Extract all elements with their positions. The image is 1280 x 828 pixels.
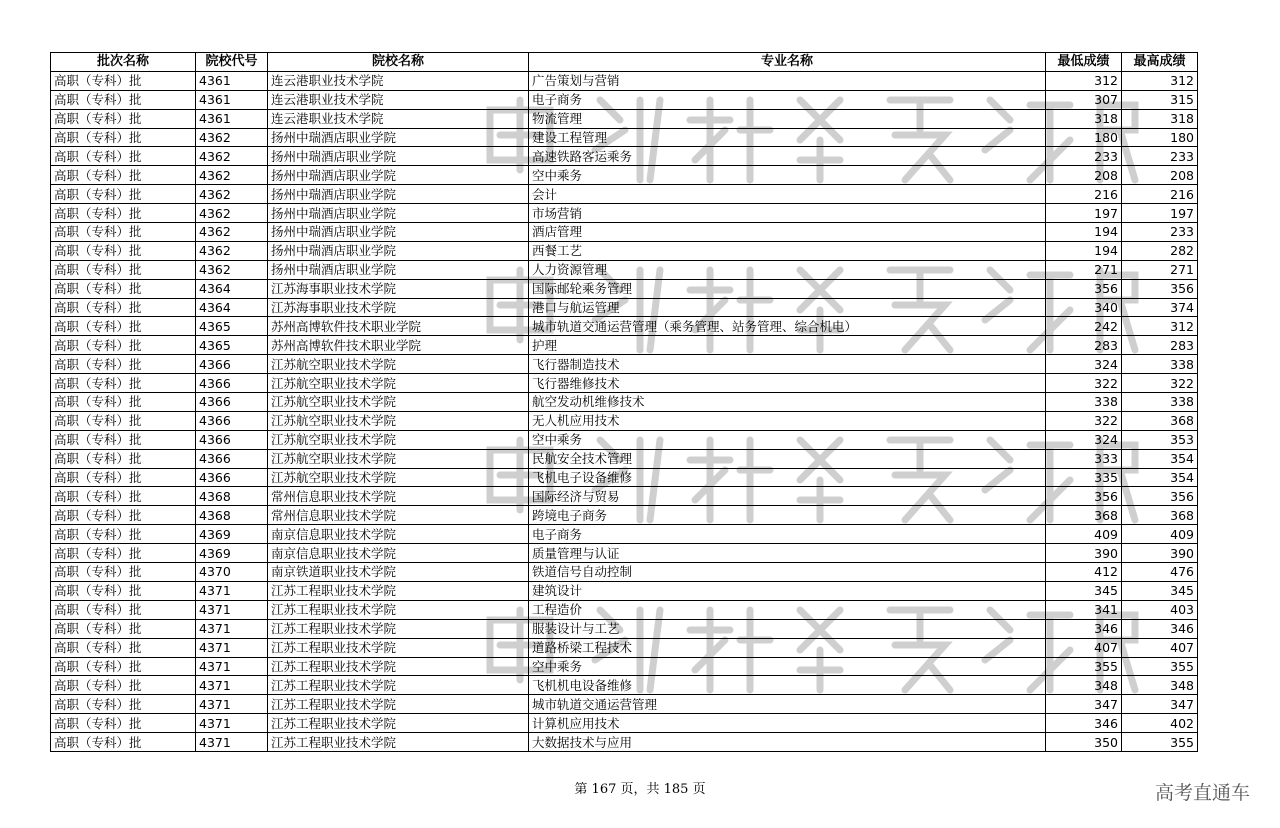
cell-min-score: 348 <box>1046 676 1122 695</box>
cell-max-score: 354 <box>1122 468 1198 487</box>
table-row <box>51 279 1198 298</box>
cell-max-score: 315 <box>1122 90 1198 109</box>
cell-major-name: 市场营销 <box>529 204 1046 223</box>
cell-max-score: 346 <box>1122 619 1198 638</box>
cell-school-code: 4362 <box>196 166 268 185</box>
header-major-name: 专业名称 <box>529 53 1046 72</box>
cell-school-code: 4361 <box>196 109 268 128</box>
cell-min-score: 180 <box>1046 128 1122 147</box>
cell-school-code: 4366 <box>196 411 268 430</box>
cell-school-name: 连云港职业技术学院 <box>268 109 529 128</box>
cell-batch: 高职（专科）批 <box>51 714 196 733</box>
cell-major-name: 会计 <box>529 185 1046 204</box>
cell-school-name: 江苏航空职业技术学院 <box>268 411 529 430</box>
cell-min-score: 356 <box>1046 487 1122 506</box>
page-number: 第 167 页，共 185 页 <box>574 782 706 797</box>
cell-min-score: 324 <box>1046 355 1122 374</box>
cell-batch: 高职（专科）批 <box>51 676 196 695</box>
cell-school-name: 江苏工程职业技术学院 <box>268 581 529 600</box>
cell-major-name: 电子商务 <box>529 525 1046 544</box>
cell-school-code: 4371 <box>196 676 268 695</box>
table-row <box>51 355 1198 374</box>
table-row <box>51 374 1198 393</box>
cell-min-score: 194 <box>1046 223 1122 242</box>
cell-batch: 高职（专科）批 <box>51 166 196 185</box>
cell-max-score: 283 <box>1122 336 1198 355</box>
cell-batch: 高职（专科）批 <box>51 657 196 676</box>
cell-school-name: 连云港职业技术学院 <box>268 71 529 90</box>
cell-major-name: 飞行器维修技术 <box>529 374 1046 393</box>
table-row <box>51 298 1198 317</box>
cell-batch: 高职（专科）批 <box>51 600 196 619</box>
cell-school-code: 4362 <box>196 260 268 279</box>
cell-major-name: 大数据技术与应用 <box>529 733 1046 752</box>
cell-min-score: 333 <box>1046 449 1122 468</box>
cell-school-name: 江苏海事职业技术学院 <box>268 298 529 317</box>
table-row <box>51 525 1198 544</box>
cell-max-score: 476 <box>1122 563 1198 582</box>
table-row <box>51 506 1198 525</box>
table-row <box>51 676 1198 695</box>
cell-max-score: 271 <box>1122 260 1198 279</box>
table-row <box>51 411 1198 430</box>
cell-major-name: 建筑设计 <box>529 581 1046 600</box>
table-row <box>51 714 1198 733</box>
cell-min-score: 412 <box>1046 563 1122 582</box>
cell-max-score: 233 <box>1122 223 1198 242</box>
cell-major-name: 国际邮轮乘务管理 <box>529 279 1046 298</box>
cell-school-name: 江苏航空职业技术学院 <box>268 430 529 449</box>
table-row <box>51 147 1198 166</box>
cell-school-code: 4371 <box>196 638 268 657</box>
cell-min-score: 307 <box>1046 90 1122 109</box>
table-body <box>51 71 1198 751</box>
cell-batch: 高职（专科）批 <box>51 336 196 355</box>
cell-major-name: 物流管理 <box>529 109 1046 128</box>
cell-school-code: 4362 <box>196 223 268 242</box>
cell-school-code: 4362 <box>196 185 268 204</box>
cell-school-name: 扬州中瑞酒店职业学院 <box>268 204 529 223</box>
cell-major-name: 建设工程管理 <box>529 128 1046 147</box>
header-school-name: 院校名称 <box>268 53 529 72</box>
cell-max-score: 282 <box>1122 241 1198 260</box>
cell-min-score: 233 <box>1046 147 1122 166</box>
table-row <box>51 223 1198 242</box>
cell-max-score: 216 <box>1122 185 1198 204</box>
cell-max-score: 407 <box>1122 638 1198 657</box>
cell-school-name: 扬州中瑞酒店职业学院 <box>268 260 529 279</box>
cell-min-score: 216 <box>1046 185 1122 204</box>
cell-max-score: 355 <box>1122 657 1198 676</box>
table-row <box>51 544 1198 563</box>
table-row <box>51 468 1198 487</box>
cell-school-name: 江苏工程职业技术学院 <box>268 657 529 676</box>
table-row <box>51 336 1198 355</box>
cell-batch: 高职（专科）批 <box>51 525 196 544</box>
cell-major-name: 城市轨道交通运营管理 <box>529 695 1046 714</box>
cell-school-name: 南京信息职业技术学院 <box>268 544 529 563</box>
table-row <box>51 600 1198 619</box>
table-row <box>51 166 1198 185</box>
cell-min-score: 197 <box>1046 204 1122 223</box>
cell-batch: 高职（专科）批 <box>51 279 196 298</box>
cell-batch: 高职（专科）批 <box>51 71 196 90</box>
table-row <box>51 128 1198 147</box>
cell-major-name: 飞机机电设备维修 <box>529 676 1046 695</box>
cell-major-name: 广告策划与营销 <box>529 71 1046 90</box>
table-row <box>51 638 1198 657</box>
cell-major-name: 飞行器制造技术 <box>529 355 1046 374</box>
cell-school-name: 江苏海事职业技术学院 <box>268 279 529 298</box>
cell-min-score: 346 <box>1046 619 1122 638</box>
cell-school-name: 江苏航空职业技术学院 <box>268 393 529 412</box>
cell-school-name: 扬州中瑞酒店职业学院 <box>268 147 529 166</box>
cell-batch: 高职（专科）批 <box>51 563 196 582</box>
cell-school-name: 扬州中瑞酒店职业学院 <box>268 128 529 147</box>
cell-batch: 高职（专科）批 <box>51 241 196 260</box>
cell-school-code: 4371 <box>196 619 268 638</box>
cell-major-name: 服装设计与工艺 <box>529 619 1046 638</box>
table-header-row <box>51 53 1198 72</box>
table-row <box>51 657 1198 676</box>
table-row <box>51 581 1198 600</box>
cell-school-name: 江苏工程职业技术学院 <box>268 638 529 657</box>
cell-max-score: 354 <box>1122 449 1198 468</box>
cell-school-name: 江苏航空职业技术学院 <box>268 449 529 468</box>
cell-max-score: 368 <box>1122 506 1198 525</box>
table-row <box>51 695 1198 714</box>
cell-min-score: 340 <box>1046 298 1122 317</box>
cell-batch: 高职（专科）批 <box>51 260 196 279</box>
cell-school-code: 4368 <box>196 506 268 525</box>
cell-max-score: 318 <box>1122 109 1198 128</box>
cell-min-score: 283 <box>1046 336 1122 355</box>
cell-major-name: 飞机电子设备维修 <box>529 468 1046 487</box>
cell-school-code: 4371 <box>196 695 268 714</box>
cell-batch: 高职（专科）批 <box>51 506 196 525</box>
header-batch: 批次名称 <box>51 53 196 72</box>
table-row <box>51 430 1198 449</box>
cell-school-code: 4369 <box>196 525 268 544</box>
cell-max-score: 368 <box>1122 411 1198 430</box>
cell-max-score: 355 <box>1122 733 1198 752</box>
table-row <box>51 90 1198 109</box>
cell-school-code: 4370 <box>196 563 268 582</box>
cell-school-code: 4366 <box>196 430 268 449</box>
cell-min-score: 194 <box>1046 241 1122 260</box>
cell-max-score: 312 <box>1122 317 1198 336</box>
cell-min-score: 345 <box>1046 581 1122 600</box>
cell-major-name: 城市轨道交通运营管理（乘务管理、站务管理、综合机电） <box>529 317 1046 336</box>
cell-school-code: 4364 <box>196 298 268 317</box>
cell-school-code: 4371 <box>196 581 268 600</box>
cell-school-code: 4365 <box>196 336 268 355</box>
cell-school-code: 4362 <box>196 204 268 223</box>
cell-school-code: 4371 <box>196 714 268 733</box>
cell-min-score: 271 <box>1046 260 1122 279</box>
cell-school-code: 4362 <box>196 128 268 147</box>
cell-major-name: 人力资源管理 <box>529 260 1046 279</box>
cell-batch: 高职（专科）批 <box>51 619 196 638</box>
cell-school-name: 南京信息职业技术学院 <box>268 525 529 544</box>
cell-school-code: 4366 <box>196 468 268 487</box>
cell-school-code: 4368 <box>196 487 268 506</box>
header-school-code: 院校代号 <box>196 53 268 72</box>
cell-school-name: 扬州中瑞酒店职业学院 <box>268 241 529 260</box>
cell-major-name: 空中乘务 <box>529 166 1046 185</box>
admission-score-table <box>50 52 1198 752</box>
cell-major-name: 护理 <box>529 336 1046 355</box>
cell-batch: 高职（专科）批 <box>51 317 196 336</box>
cell-school-name: 常州信息职业技术学院 <box>268 506 529 525</box>
cell-school-name: 扬州中瑞酒店职业学院 <box>268 185 529 204</box>
cell-min-score: 356 <box>1046 279 1122 298</box>
cell-major-name: 西餐工艺 <box>529 241 1046 260</box>
cell-max-score: 338 <box>1122 355 1198 374</box>
cell-major-name: 道路桥梁工程技术 <box>529 638 1046 657</box>
cell-min-score: 318 <box>1046 109 1122 128</box>
table-row <box>51 71 1198 90</box>
cell-batch: 高职（专科）批 <box>51 581 196 600</box>
cell-school-name: 江苏航空职业技术学院 <box>268 355 529 374</box>
cell-max-score: 322 <box>1122 374 1198 393</box>
cell-max-score: 374 <box>1122 298 1198 317</box>
cell-max-score: 356 <box>1122 487 1198 506</box>
cell-batch: 高职（专科）批 <box>51 411 196 430</box>
cell-max-score: 345 <box>1122 581 1198 600</box>
cell-major-name: 计算机应用技术 <box>529 714 1046 733</box>
cell-min-score: 341 <box>1046 600 1122 619</box>
cell-min-score: 324 <box>1046 430 1122 449</box>
cell-batch: 高职（专科）批 <box>51 468 196 487</box>
cell-school-name: 江苏工程职业技术学院 <box>268 619 529 638</box>
cell-max-score: 208 <box>1122 166 1198 185</box>
cell-school-code: 4371 <box>196 600 268 619</box>
cell-school-code: 4366 <box>196 374 268 393</box>
cell-max-score: 402 <box>1122 714 1198 733</box>
cell-max-score: 197 <box>1122 204 1198 223</box>
table-row <box>51 317 1198 336</box>
cell-batch: 高职（专科）批 <box>51 355 196 374</box>
cell-major-name: 空中乘务 <box>529 657 1046 676</box>
cell-school-name: 南京铁道职业技术学院 <box>268 563 529 582</box>
cell-major-name: 工程造价 <box>529 600 1046 619</box>
table-row <box>51 241 1198 260</box>
cell-max-score: 353 <box>1122 430 1198 449</box>
cell-min-score: 350 <box>1046 733 1122 752</box>
cell-school-code: 4371 <box>196 733 268 752</box>
cell-max-score: 403 <box>1122 600 1198 619</box>
cell-school-name: 江苏工程职业技术学院 <box>268 733 529 752</box>
cell-max-score: 347 <box>1122 695 1198 714</box>
cell-batch: 高职（专科）批 <box>51 733 196 752</box>
cell-batch: 高职（专科）批 <box>51 430 196 449</box>
cell-min-score: 347 <box>1046 695 1122 714</box>
cell-batch: 高职（专科）批 <box>51 185 196 204</box>
cell-max-score: 356 <box>1122 279 1198 298</box>
cell-min-score: 409 <box>1046 525 1122 544</box>
cell-batch: 高职（专科）批 <box>51 90 196 109</box>
table-row <box>51 619 1198 638</box>
cell-min-score: 368 <box>1046 506 1122 525</box>
cell-school-code: 4369 <box>196 544 268 563</box>
cell-max-score: 348 <box>1122 676 1198 695</box>
cell-major-name: 民航安全技术管理 <box>529 449 1046 468</box>
cell-school-name: 江苏工程职业技术学院 <box>268 600 529 619</box>
cell-batch: 高职（专科）批 <box>51 695 196 714</box>
cell-batch: 高职（专科）批 <box>51 374 196 393</box>
cell-batch: 高职（专科）批 <box>51 449 196 468</box>
cell-min-score: 242 <box>1046 317 1122 336</box>
cell-major-name: 质量管理与认证 <box>529 544 1046 563</box>
cell-school-code: 4364 <box>196 279 268 298</box>
table-row <box>51 487 1198 506</box>
cell-school-name: 江苏航空职业技术学院 <box>268 468 529 487</box>
header-max-score: 最高成绩 <box>1122 53 1198 72</box>
cell-school-name: 苏州高博软件技术职业学院 <box>268 336 529 355</box>
cell-school-code: 4366 <box>196 355 268 374</box>
cell-max-score: 409 <box>1122 525 1198 544</box>
cell-min-score: 355 <box>1046 657 1122 676</box>
cell-max-score: 390 <box>1122 544 1198 563</box>
cell-major-name: 酒店管理 <box>529 223 1046 242</box>
cell-batch: 高职（专科）批 <box>51 223 196 242</box>
cell-major-name: 无人机应用技术 <box>529 411 1046 430</box>
cell-school-name: 连云港职业技术学院 <box>268 90 529 109</box>
cell-major-name: 航空发动机维修技术 <box>529 393 1046 412</box>
cell-major-name: 跨境电子商务 <box>529 506 1046 525</box>
cell-batch: 高职（专科）批 <box>51 393 196 412</box>
cell-batch: 高职（专科）批 <box>51 638 196 657</box>
cell-school-name: 江苏航空职业技术学院 <box>268 374 529 393</box>
brand-logo-text: 高考直通车 <box>1154 782 1250 804</box>
cell-school-code: 4371 <box>196 657 268 676</box>
cell-min-score: 407 <box>1046 638 1122 657</box>
cell-major-name: 空中乘务 <box>529 430 1046 449</box>
cell-min-score: 390 <box>1046 544 1122 563</box>
cell-major-name: 高速铁路客运乘务 <box>529 147 1046 166</box>
cell-batch: 高职（专科）批 <box>51 204 196 223</box>
cell-max-score: 312 <box>1122 71 1198 90</box>
table-row <box>51 733 1198 752</box>
cell-max-score: 338 <box>1122 393 1198 412</box>
cell-school-code: 4366 <box>196 449 268 468</box>
cell-min-score: 338 <box>1046 393 1122 412</box>
cell-school-code: 4362 <box>196 147 268 166</box>
cell-school-code: 4361 <box>196 90 268 109</box>
cell-school-name: 常州信息职业技术学院 <box>268 487 529 506</box>
cell-school-name: 扬州中瑞酒店职业学院 <box>268 223 529 242</box>
cell-min-score: 322 <box>1046 411 1122 430</box>
cell-school-name: 江苏工程职业技术学院 <box>268 695 529 714</box>
cell-batch: 高职（专科）批 <box>51 544 196 563</box>
cell-school-code: 4361 <box>196 71 268 90</box>
cell-batch: 高职（专科）批 <box>51 147 196 166</box>
cell-min-score: 346 <box>1046 714 1122 733</box>
cell-major-name: 电子商务 <box>529 90 1046 109</box>
table-row <box>51 260 1198 279</box>
cell-school-code: 4365 <box>196 317 268 336</box>
cell-major-name: 铁道信号自动控制 <box>529 563 1046 582</box>
header-min-score: 最低成绩 <box>1046 53 1122 72</box>
cell-major-name: 国际经济与贸易 <box>529 487 1046 506</box>
cell-school-name: 江苏工程职业技术学院 <box>268 676 529 695</box>
table-row <box>51 563 1198 582</box>
cell-batch: 高职（专科）批 <box>51 128 196 147</box>
table-row <box>51 109 1198 128</box>
cell-min-score: 322 <box>1046 374 1122 393</box>
cell-school-name: 苏州高博软件技术职业学院 <box>268 317 529 336</box>
cell-batch: 高职（专科）批 <box>51 109 196 128</box>
cell-min-score: 312 <box>1046 71 1122 90</box>
cell-max-score: 233 <box>1122 147 1198 166</box>
cell-batch: 高职（专科）批 <box>51 298 196 317</box>
cell-school-code: 4362 <box>196 241 268 260</box>
cell-min-score: 208 <box>1046 166 1122 185</box>
table-row <box>51 185 1198 204</box>
table-row <box>51 393 1198 412</box>
table-row <box>51 204 1198 223</box>
cell-batch: 高职（专科）批 <box>51 487 196 506</box>
cell-max-score: 180 <box>1122 128 1198 147</box>
cell-min-score: 335 <box>1046 468 1122 487</box>
cell-major-name: 港口与航运管理 <box>529 298 1046 317</box>
cell-school-code: 4366 <box>196 393 268 412</box>
cell-school-name: 江苏工程职业技术学院 <box>268 714 529 733</box>
cell-school-name: 扬州中瑞酒店职业学院 <box>268 166 529 185</box>
table-row <box>51 449 1198 468</box>
